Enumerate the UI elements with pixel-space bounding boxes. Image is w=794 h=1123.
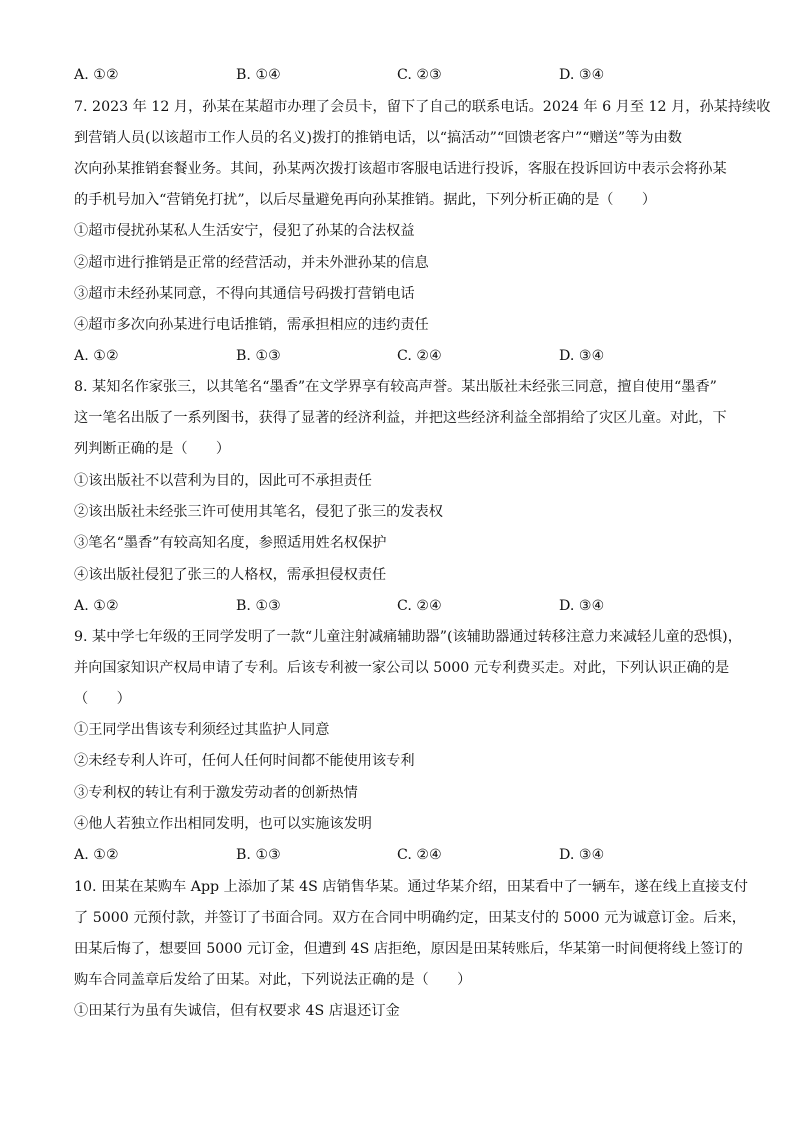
q10-stem-line: 10. 田某在某购车 App 上添加了某 4S 店销售华某。通过华某介绍，田某看中了一辆车，遂在线上直接支付 bbox=[74, 879, 748, 895]
q7-statement-2: ②超市进行推销是正常的经营活动，并未外泄孙某的信息 bbox=[74, 255, 429, 271]
q6-option-d[interactable]: D. ③④ bbox=[559, 67, 605, 83]
q9-option-b[interactable]: B. ①③ bbox=[236, 847, 281, 863]
q7-options bbox=[74, 346, 724, 366]
q9-option-a[interactable]: A. ①② bbox=[74, 847, 119, 863]
q7-statement-3: ③超市未经孙某同意，不得向其通信号码拨打营销电话 bbox=[74, 286, 415, 302]
q8-option-c[interactable]: C. ②④ bbox=[397, 598, 442, 614]
q9-stem-line: 并向国家知识产权局申请了专利。后该专利被一家公司以 5000 元专利费买走。对此，下列认识正确的是 bbox=[74, 660, 730, 676]
q8-stem-line: 列判断正确的是（ ） bbox=[74, 441, 231, 457]
q7-statement-1: ①超市侵扰孙某私人生活安宁，侵犯了孙某的合法权益 bbox=[74, 223, 415, 239]
q8-option-a[interactable]: A. ①② bbox=[74, 598, 119, 614]
q6-option-b[interactable]: B. ①④ bbox=[236, 67, 281, 83]
q7-option-b[interactable]: B. ①③ bbox=[236, 348, 281, 364]
q9-stem-line: （ ） bbox=[74, 691, 131, 707]
q7-option-c[interactable]: C. ②④ bbox=[397, 348, 442, 364]
q7-stem-line: 次向孙某推销套餐业务。其间，孙某两次拨打该超市客服电话进行投诉，客服在投诉回访中表示会将孙某 bbox=[74, 161, 727, 177]
q8-statement-2: ②该出版社未经张三许可使用其笔名，侵犯了张三的发表权 bbox=[74, 504, 443, 520]
q7-option-a[interactable]: A. ①② bbox=[74, 348, 119, 364]
q8-option-d[interactable]: D. ③④ bbox=[559, 598, 605, 614]
q10-statement-1: ①田某行为虽有失诚信，但有权要求 4S 店退还订金 bbox=[74, 1003, 400, 1019]
q9-option-c[interactable]: C. ②④ bbox=[397, 847, 442, 863]
q8-options bbox=[74, 596, 724, 616]
q7-stem-line: 7. 2023 年 12 月，孙某在某超市办理了会员卡，留下了自己的联系电话。2024 年 6 月至 12 月，孙某持续收 bbox=[74, 99, 771, 115]
q9-statement-4: ④他人若独立作出相同发明，也可以实施该发明 bbox=[74, 816, 372, 832]
q9-options bbox=[74, 845, 724, 865]
q8-stem-line: 8. 某知名作家张三，以其笔名“墨香”在文学界享有较高声誉。某出版社未经张三同意，擅自使用“墨香” bbox=[74, 379, 717, 395]
q7-stem-line: 到营销人员(以该超市工作人员的名义)拨打的推销电话，以“搞活动”“回馈老客户”“赠送”等为由数 bbox=[74, 130, 682, 146]
q9-statement-2: ②未经专利人许可，任何人任何时间都不能使用该专利 bbox=[74, 753, 415, 769]
q10-stem-line: 了 5000 元预付款，并签订了书面合同。双方在合同中明确约定，田某支付的 5000 元为诚意订金。后来， bbox=[74, 910, 746, 926]
q6-option-c[interactable]: C. ②③ bbox=[397, 67, 442, 83]
q9-statement-3: ③专利权的转让有利于激发劳动者的创新热情 bbox=[74, 785, 358, 801]
q8-statement-1: ①该出版社不以营利为目的，因此可不承担责任 bbox=[74, 473, 372, 489]
q7-stem-line: 的手机号加入“营销免打扰”，以后尽量避免再向孙某推销。据此，下列分析正确的是（ ） bbox=[74, 192, 657, 208]
q10-stem-line: 购车合同盖章后发给了田某。对此，下列说法正确的是（ ） bbox=[74, 972, 472, 988]
q9-statement-1: ①王同学出售该专利须经过其监护人同意 bbox=[74, 722, 330, 738]
q6-option-a[interactable]: A. ①② bbox=[74, 67, 119, 83]
q9-option-d[interactable]: D. ③④ bbox=[559, 847, 605, 863]
q9-stem-line: 9. 某中学七年级的王同学发明了一款“儿童注射减痛辅助器”(该辅助器通过转移注意力来减轻儿童的恐惧)， bbox=[74, 629, 742, 645]
q8-statement-4: ④该出版社侵犯了张三的人格权，需承担侵权责任 bbox=[74, 567, 387, 583]
q7-statement-4: ④超市多次向孙某进行电话推销，需承担相应的违约责任 bbox=[74, 317, 429, 333]
q7-option-d[interactable]: D. ③④ bbox=[559, 348, 605, 364]
q10-stem-line: 田某后悔了，想要回 5000 元订金，但遭到 4S 店拒绝，原因是田某转账后，华某第一时间便将线上签订的 bbox=[74, 941, 743, 957]
q8-option-b[interactable]: B. ①③ bbox=[236, 598, 281, 614]
q8-stem-line: 这一笔名出版了一系列图书，获得了显著的经济利益，并把这些经济利益全部捐给了灾区儿童。对此，下 bbox=[74, 410, 727, 426]
q8-statement-3: ③笔名“墨香”有较高知名度，参照适用姓名权保护 bbox=[74, 535, 387, 551]
q6-options bbox=[74, 65, 724, 85]
